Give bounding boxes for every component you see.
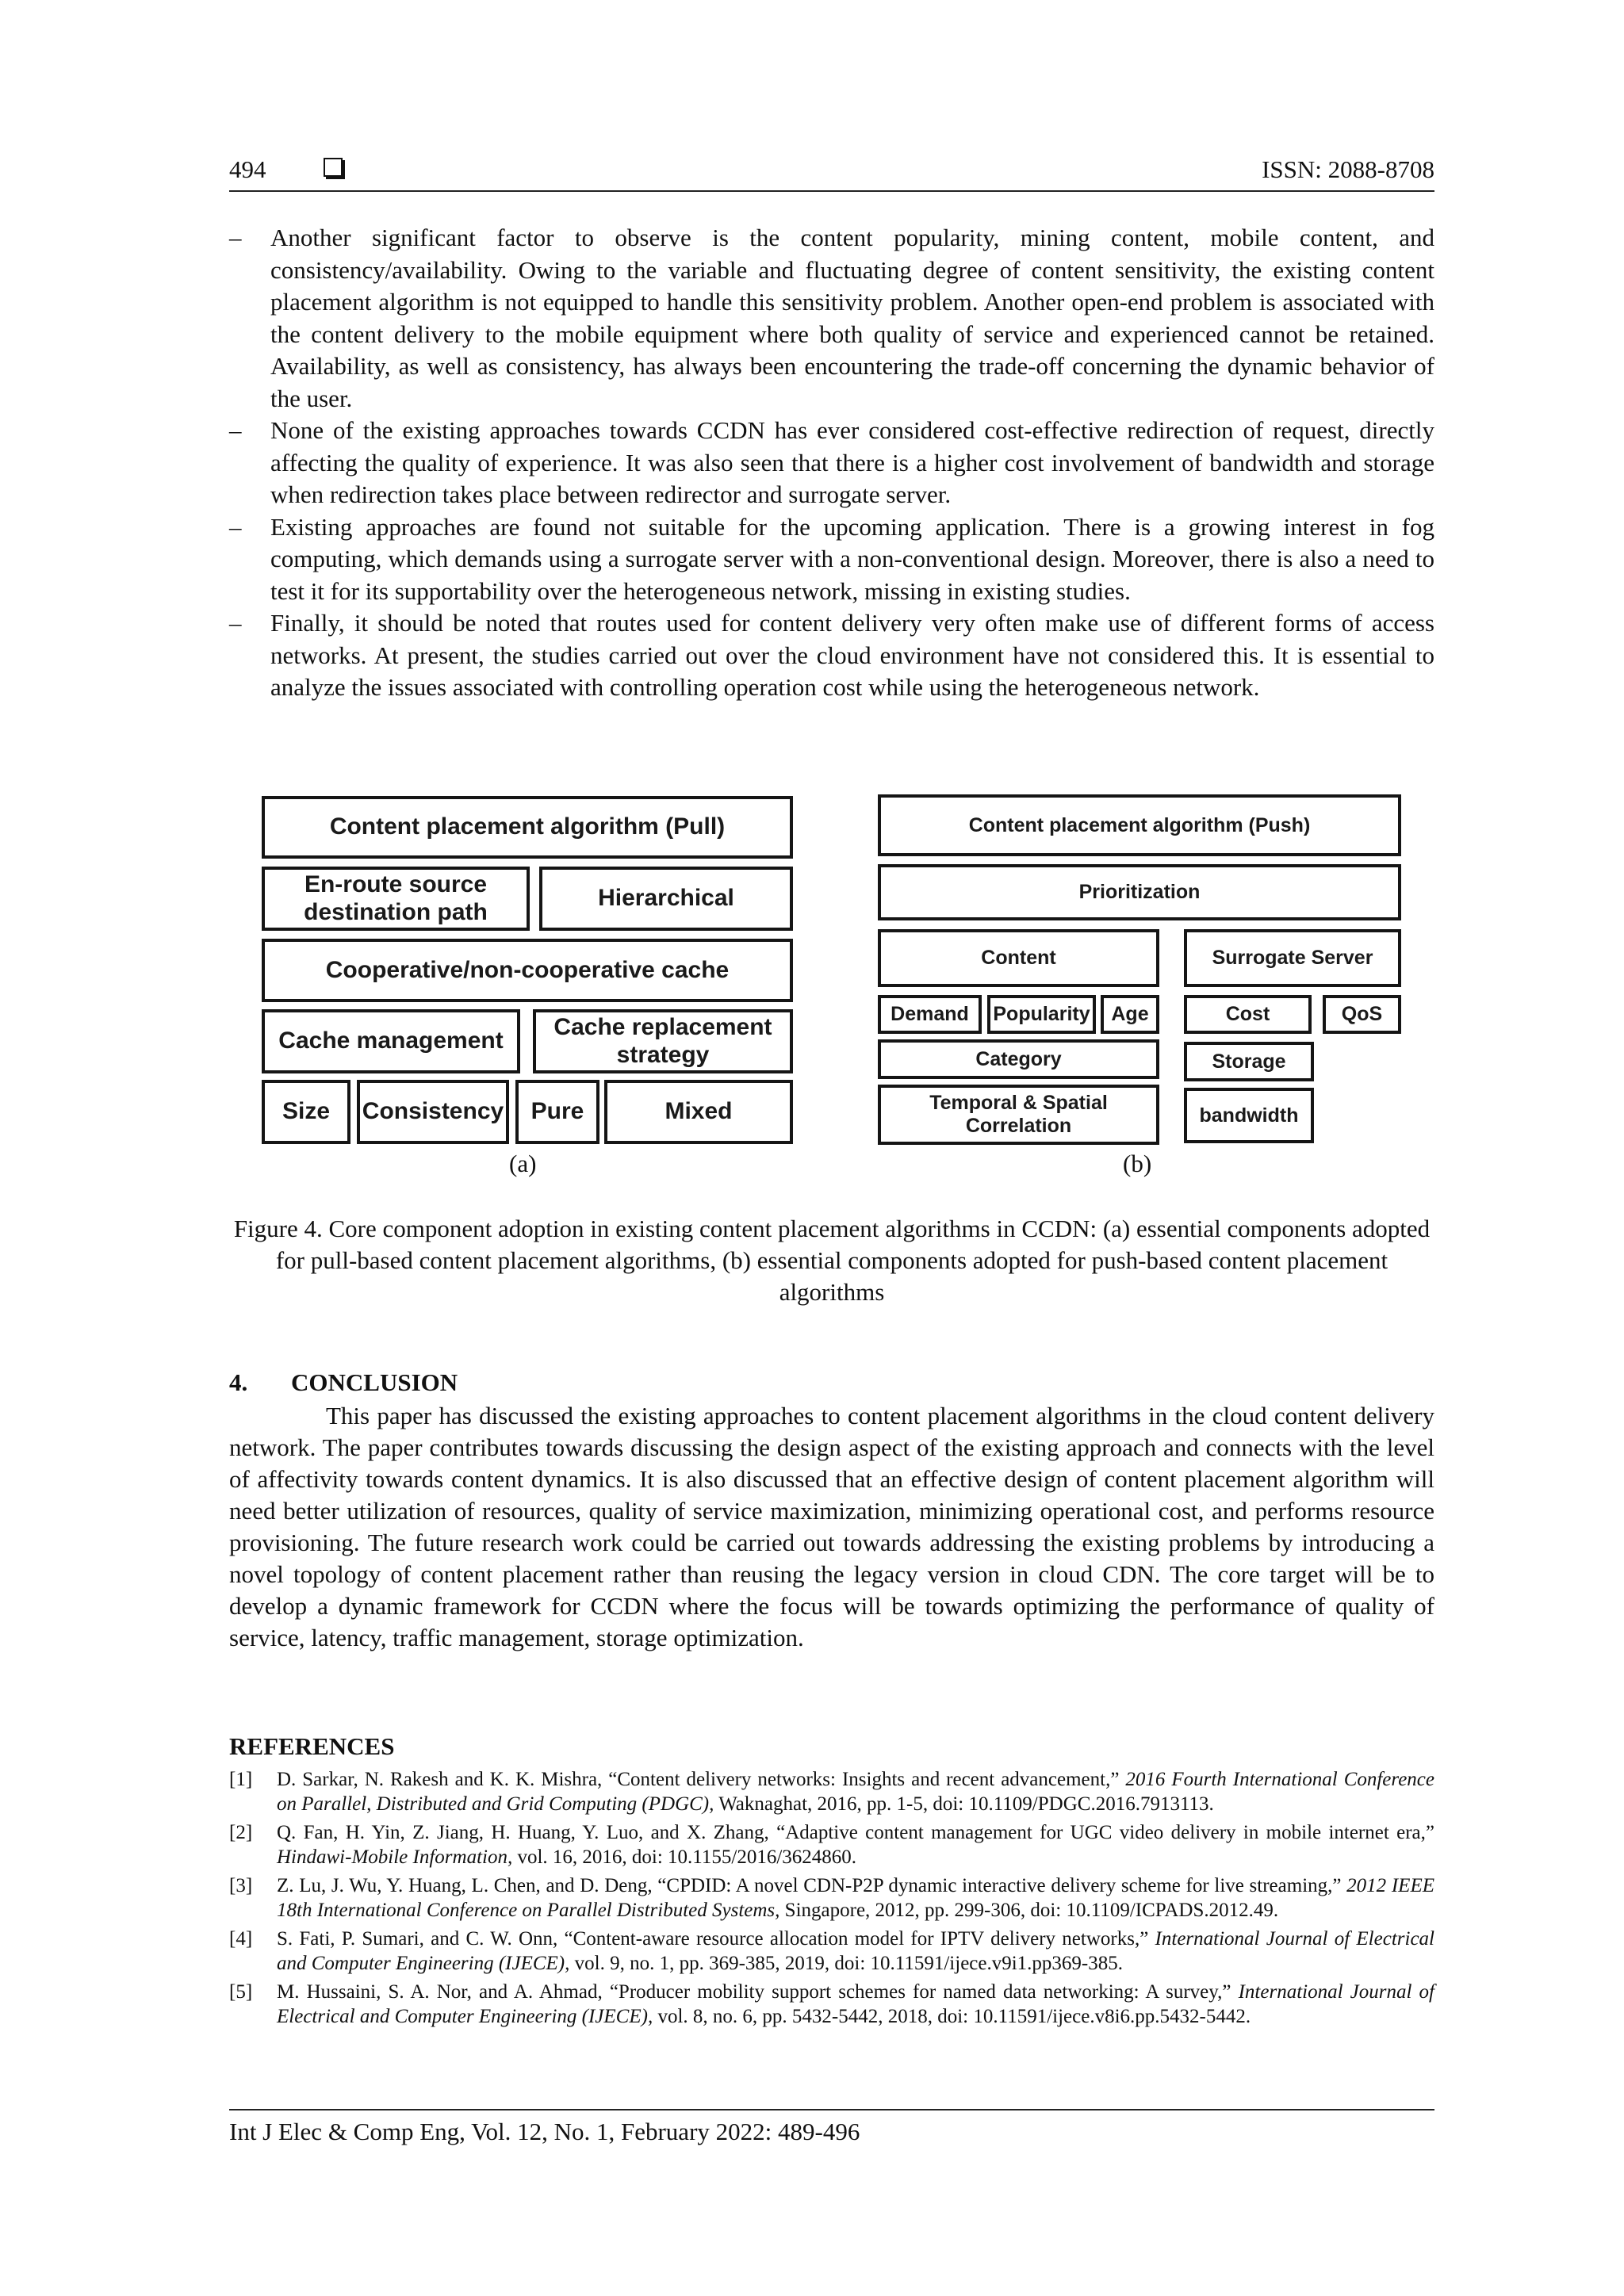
section-number: 4. [229, 1368, 248, 1396]
cache-management-box: Cache management [262, 1009, 520, 1073]
reference-number: [4] [229, 1928, 253, 1950]
issn: ISSN: 2088-8708 [1262, 155, 1434, 183]
category-box: Category [878, 1039, 1159, 1079]
reference-item [229, 1873, 1434, 1923]
reference-details: vol. 9, no. 1, pp. 369-385, 2019, doi: 10.11591/ijece.v9i1.pp369-385. [569, 1953, 1124, 1974]
reference-item [229, 1767, 1434, 1816]
dash-bullet: – [229, 512, 242, 541]
list-item [229, 415, 1434, 511]
list-item-text: Finally, it should be noted that routes used for content delivery very often make use of different forms of access networks. At present, the studies carried out over the cloud environment have not considered this. It is essential to analyze the issues associated with controlling operation cost while using the heterogeneous network. [270, 609, 1434, 701]
cost-box: Cost [1184, 995, 1312, 1034]
hierarchical-box: Hierarchical [539, 867, 793, 931]
references-heading: REFERENCES [229, 1732, 395, 1760]
consistency-box: Consistency [357, 1080, 509, 1144]
reference-details: vol. 8, no. 6, pp. 5432-5442, 2018, doi: 10.11591/ijece.v8i6.pp.5432-5442. [653, 2006, 1251, 2027]
header-rule [229, 190, 1434, 192]
subfigure-label-a: (a) [509, 1150, 537, 1177]
qos-box: QoS [1323, 995, 1401, 1034]
reference-item [229, 1927, 1434, 1976]
section-title: CONCLUSION [291, 1368, 458, 1396]
bandwidth-box: bandwidth [1184, 1088, 1314, 1143]
reference-list [229, 1767, 1434, 2033]
reference-details: Singapore, 2012, pp. 299-306, doi: 10.1109/ICPADS.2012.49. [779, 1900, 1279, 1921]
list-item-text: Existing approaches are found not suitable for the upcoming application. There is a growing interest in fog computing, which demands using a surrogate server with a non-conventional design. Moreover, there is also a need to test it for its supportability over the heterogeneous network, missing in existing studies. [270, 512, 1434, 605]
reference-item [229, 1980, 1434, 2029]
reference-number: [3] [229, 1875, 253, 1896]
reference-authors-title: D. Sarkar, N. Rakesh and K. K. Mishra, “Content delivery networks: Insights and recent advancement,” [277, 1769, 1126, 1790]
reference-details: vol. 16, 2016, doi: 10.1155/2016/3624860. [512, 1846, 857, 1868]
reference-number: [2] [229, 1822, 253, 1843]
storage-box: Storage [1184, 1042, 1314, 1081]
reference-authors-title: M. Hussaini, S. A. Nor, and A. Ahmad, “Producer mobility support schemes for named data networking: A survey,” [277, 1981, 1239, 2003]
enroute-box: En-route source destination path [262, 867, 530, 931]
journal-footer: Int J Elec & Comp Eng, Vol. 12, No. 1, February 2022: 489-496 [229, 2118, 860, 2145]
reference-venue: International Journal of Electrical and Computer Engineering (IJECE), [277, 1928, 1434, 1974]
list-item-text: None of the existing approaches towards CCDN has ever considered cost-effective redirection of request, directly affecting the quality of experience. It was also seen that there is a higher cost involvement of bandwidth and storage when redirection takes place between redirector and surrogate server. [270, 416, 1434, 508]
demand-box: Demand [878, 995, 982, 1034]
page-number: 494 [229, 155, 266, 183]
content-box: Content [878, 929, 1159, 987]
pure-box: Pure [515, 1080, 599, 1144]
list-item [229, 607, 1434, 704]
size-box: Size [262, 1080, 350, 1144]
reference-number: [5] [229, 1981, 253, 2003]
reference-venue: Hindawi-Mobile Information, [277, 1846, 513, 1868]
dash-bullet: – [229, 416, 242, 444]
mixed-box: Mixed [604, 1080, 793, 1144]
reference-details: Waknaghat, 2016, pp. 1-5, doi: 10.1109/PDGC.2016.7913113. [714, 1793, 1214, 1815]
square-bullet-icon [324, 158, 343, 177]
list-item [229, 511, 1434, 608]
subfigure-label-b: (b) [1123, 1150, 1152, 1177]
footer-rule [229, 2109, 1434, 2110]
cooperative-box: Cooperative/non-cooperative cache [262, 939, 793, 1002]
reference-venue: 2016 Fourth International Conference on Parallel, Distributed and Grid Computing (PDGC), [277, 1769, 1434, 1815]
bullet-list [229, 222, 1434, 704]
reference-venue: International Journal of Electrical and Computer Engineering (IJECE), [277, 1981, 1434, 2027]
push-title-box: Content placement algorithm (Push) [878, 794, 1401, 856]
prioritization-box: Prioritization [878, 864, 1401, 920]
reference-authors-title: Z. Lu, J. Wu, Y. Huang, L. Chen, and D. Deng, “CPDID: A novel CDN-P2P dynamic interactive delivery scheme for live streaming,” [277, 1875, 1347, 1896]
popularity-box: Popularity [987, 995, 1096, 1034]
surrogate-server-box: Surrogate Server [1184, 929, 1401, 987]
dash-bullet: – [229, 224, 242, 251]
temporal-spatial-box: Temporal & Spatial Correlation [878, 1085, 1159, 1145]
reference-item [229, 1820, 1434, 1869]
figure-caption: Figure 4. Core component adoption in existing content placement algorithms in CCDN: (a) essential components adopted for pull-based content placement algorithms, (b) essential components adopted for push-based content placement algorithms [233, 1215, 1431, 1306]
reference-number: [1] [229, 1769, 253, 1790]
list-item [229, 222, 1434, 415]
dash-bullet: – [229, 609, 242, 637]
pull-title-box: Content placement algorithm (Pull) [262, 796, 793, 859]
reference-venue: 2012 IEEE 18th International Conference on Parallel Distributed Systems, [277, 1875, 1434, 1921]
cache-replacement-box: Cache replacement strategy [533, 1009, 793, 1073]
reference-authors-title: Q. Fan, H. Yin, Z. Jiang, H. Huang, Y. Luo, and X. Zhang, “Adaptive content management for UGC video delivery in mobile internet era,” [277, 1822, 1434, 1843]
reference-authors-title: S. Fati, P. Sumari, and C. W. Onn, “Content-aware resource allocation model for IPTV delivery networks,” [277, 1928, 1155, 1950]
list-item-text: Another significant factor to observe is the content popularity, mining content, mobile content, and consistency/availability. Owing to the variable and fluctuating degree of content sensitivity, the existing content placement algorithm is not equipped to handle this sensitivity problem. Another open-end problem is associated with the content delivery to the mobile equipment where both quality of service and experienced cannot be retained. Availability, as well as consistency, has always been encountering the trade-off concerning the dynamic behavior of the user. [270, 224, 1434, 412]
section-heading [229, 1368, 458, 1397]
age-box: Age [1101, 995, 1159, 1034]
conclusion-paragraph: This paper has discussed the existing approaches to content placement algorithms in the cloud content delivery network. The paper contributes towards discussing the design aspect of the existing approach and connects with the level of affectivity towards content dynamics. It is also discussed that an effective design of content placement algorithm will need better utilization of resources, quality of service maximization, minimizing operational cost, and performs resource provisioning. The future research work could be carried out towards addressing the existing problems by introducing a novel topology of content placement rather than reusing the legacy version in cloud CDN. The core target will be to develop a dynamic framework for CCDN where the focus will be towards optimizing the performance of quality of service, latency, traffic management, storage optimization. [229, 1402, 1434, 1651]
